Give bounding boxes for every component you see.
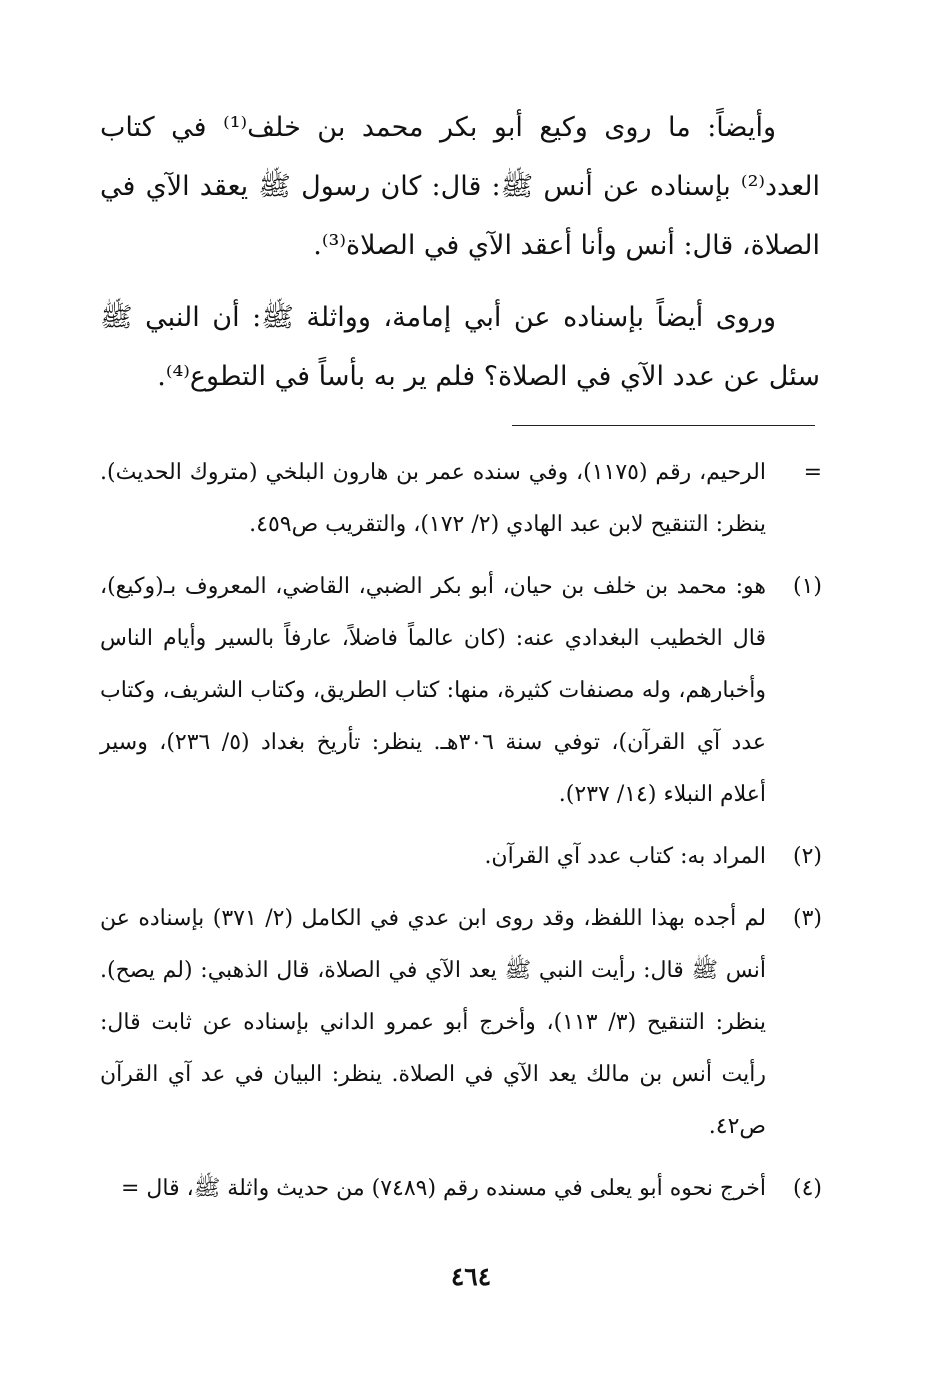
footnote-mark: = xyxy=(803,460,822,485)
body-paragraph-1: وأيضاً: ما روى وكيع أبو بكر محمد بن خلف⁽¹⁾ في كتاب العدد⁽²⁾ بإسناده عن أنس ﷺ: قال: كان رسول ﷺ يعقد الآي في الصلاة، قال: أنس وأنا أعقد الآي في الصلاة⁽³⁾. xyxy=(100,112,820,261)
footnote-mark: (١) xyxy=(792,574,822,599)
body-paragraph-2: وروى أيضاً بإسناده عن أبي إمامة، وواثلة ﷺ: أن النبي ﷺ سئل عن عدد الآي في الصلاة؟ فلم ير به بأساً في التطوع⁽⁴⁾. xyxy=(100,302,820,392)
footnote-text: هو: محمد بن خلف بن حيان، أبو بكر الضبي، القاضي، المعروف بـ(وكيع)، قال الخطيب البغدادي عنه: (كان عالماً فاضلاً، عارفاً بالسير وأيام الناس وأخبارهم، وله مصنفات كثيرة، منها: كتاب الطريق، وكتاب الشريف، وكتاب عدد آي القرآن)، توفي سنة ٣٠٦هـ. ينظر: تأريخ بغداد (٥/ ٢٣٦)، وسير أعلام النبلاء (١٤/ ٢٣٧). xyxy=(100,574,767,807)
footnotes xyxy=(100,447,822,1225)
footnote-2 xyxy=(100,831,822,883)
footnote-mark: (٤) xyxy=(792,1176,822,1201)
footnote-3 xyxy=(100,893,822,1153)
footnote-text: الرحيم، رقم (١١٧٥)، وفي سنده عمر بن هارون البلخي (متروك الحديث). ينظر: التنقيح لابن عبد الهادي (٢/ ١٧٢)، والتقريب ص٤٥٩. xyxy=(100,460,767,537)
footnote-mark: (٢) xyxy=(792,844,822,869)
footnote-4 xyxy=(100,1163,822,1215)
footnote-text: أخرج نحوه أبو يعلى في مسنده رقم (٧٤٨٩) من حديث واثلة ﷺ، قال = xyxy=(121,1176,766,1201)
footnote-mark: (٣) xyxy=(792,906,822,931)
footnote-separator xyxy=(512,425,815,426)
footnote-continuation xyxy=(100,447,822,551)
main-text xyxy=(100,98,820,419)
footnote-text: المراد به: كتاب عدد آي القرآن. xyxy=(484,844,766,869)
footnote-text: لم أجده بهذا اللفظ، وقد روى ابن عدي في الكامل (٢/ ٣٧١) بإسناده عن أنس ﷺ قال: رأيت النبي ﷺ يعد الآي في الصلاة، قال الذهبي: (لم يصح). ينظر: التنقيح (٣/ ١١٣)، وأخرج أبو عمرو الداني بإسناده عن ثابت قال: رأيت أنس بن مالك يعد الآي في الصلاة. ينظر: البيان في عد آي القرآن ص٤٢. xyxy=(100,906,767,1139)
footnote-1 xyxy=(100,561,822,821)
page-number: ٤٦٤ xyxy=(450,1262,492,1291)
